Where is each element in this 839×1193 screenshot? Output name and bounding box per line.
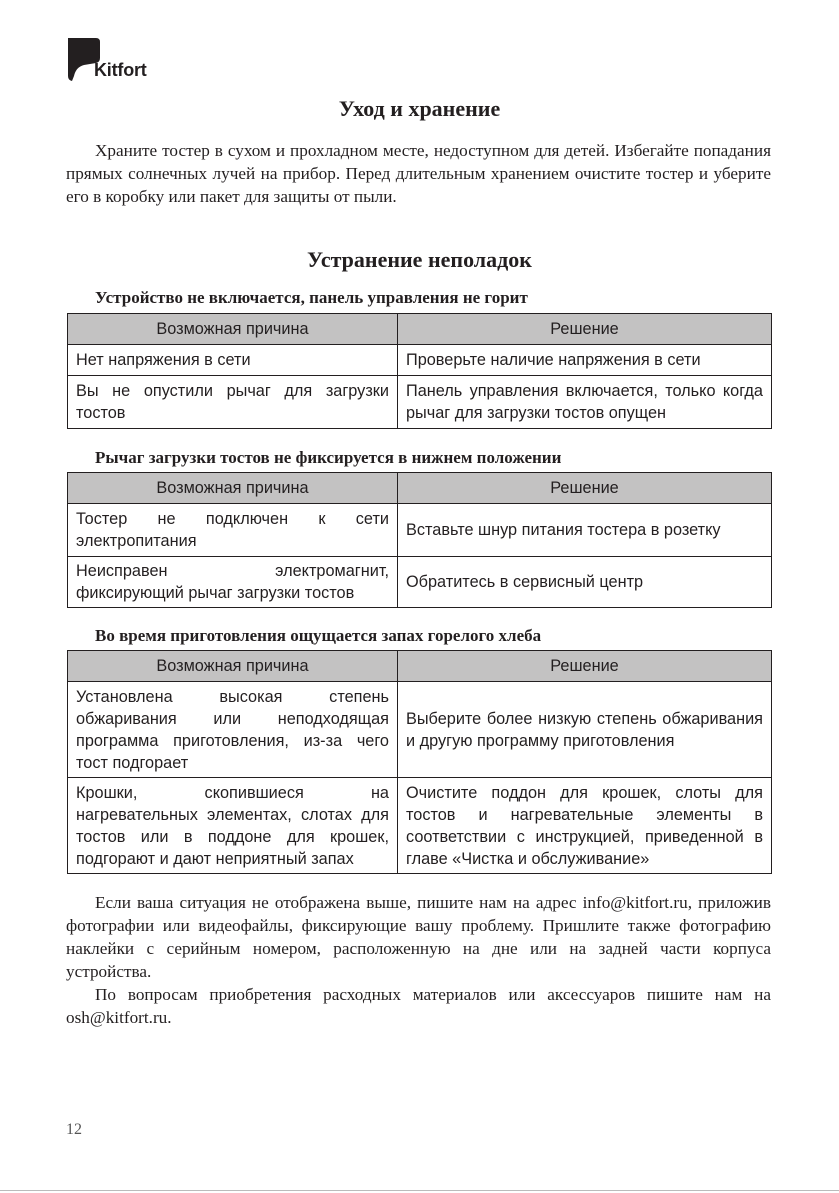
trouble-table-1 bbox=[67, 313, 772, 429]
section-heading-3: Во время приготовления ощущается запах горелого хлеба bbox=[95, 626, 542, 645]
table-header-row bbox=[68, 651, 772, 682]
cause-cell: Нет напряжения в сети bbox=[68, 345, 398, 376]
solution-cell: Панель управления включается, только когда рычаг для загрузки тостов опущен bbox=[398, 376, 772, 429]
column-header-solution: Решение bbox=[398, 651, 772, 682]
solution-cell: Обратитесь в сервисный центр bbox=[398, 557, 772, 608]
solution-cell: Выберите более низкую степень обжаривания и другую программу приготовления bbox=[398, 682, 772, 778]
solution-cell: Проверьте наличие напряжения в сети bbox=[398, 345, 772, 376]
table-row bbox=[68, 376, 772, 429]
table-row bbox=[68, 345, 772, 376]
cause-cell: Тостер не подключен к сети электропитания bbox=[68, 504, 398, 557]
solution-cell: Очистите поддон для крошек, слоты для тостов и нагревательные элементы в соответствии с инструкцией, приведенной в главе «Чистка и обслуживание» bbox=[398, 778, 772, 874]
accessories-paragraph: По вопросам приобретения расходных материалов или аксессуаров пишите нам на osh@kitfort.ru. bbox=[66, 985, 771, 1027]
page-number: 12 bbox=[66, 1121, 82, 1138]
solution-cell: Вставьте шнур питания тостера в розетку bbox=[398, 504, 772, 557]
section-heading-2: Рычаг загрузки тостов не фиксируется в нижнем положении bbox=[95, 448, 562, 467]
care-text: Храните тостер в сухом и прохладном месте, недоступном для детей. Избегайте попадания прямых солнечных лучей на прибор. Перед длительным хранением очистите тостер и уберите его в коробку или пакет для защиты от пыли. bbox=[66, 141, 771, 206]
column-header-solution: Решение bbox=[398, 473, 772, 504]
trouble-table-2 bbox=[67, 472, 772, 608]
table-row bbox=[68, 557, 772, 608]
page-edge-divider bbox=[0, 1190, 839, 1191]
column-header-cause: Возможная причина bbox=[68, 314, 398, 345]
care-title: Уход и хранение bbox=[338, 96, 501, 121]
cause-cell: Крошки, скопившиеся на нагревательных элементах, слотах для тостов или в поддоне для крошек, подгорают и дают неприятный запах bbox=[68, 778, 398, 874]
cause-cell: Вы не опустили рычаг для загрузки тостов bbox=[68, 376, 398, 429]
table-header-row bbox=[68, 473, 772, 504]
troubleshooting-title: Устранение неполадок bbox=[307, 247, 532, 272]
table-row bbox=[68, 682, 772, 778]
table-header-row bbox=[68, 314, 772, 345]
brand-name: Kitfort bbox=[94, 60, 147, 80]
contact-paragraph: Если ваша ситуация не отображена выше, пишите нам на адрес info@kitfort.ru, приложив фотографии или видеофайлы, фиксирующие вашу проблему. Пришлите также фотографию наклейки с серийным номером, расположенную на дне или на задней части корпуса устройства. bbox=[66, 893, 771, 981]
cause-cell: Неисправен электромагнит, фиксирующий рычаг загрузки тостов bbox=[68, 557, 398, 608]
column-header-cause: Возможная причина bbox=[68, 473, 398, 504]
cause-cell: Установлена высокая степень обжаривания или неподходящая программа приготовления, из-за чего тост подгорает bbox=[68, 682, 398, 778]
kitfort-logo bbox=[66, 36, 176, 86]
table-row bbox=[68, 778, 772, 874]
table-row bbox=[68, 504, 772, 557]
column-header-solution: Решение bbox=[398, 314, 772, 345]
trouble-table-3 bbox=[67, 650, 772, 874]
section-heading-1: Устройство не включается, панель управления не горит bbox=[95, 288, 528, 307]
column-header-cause: Возможная причина bbox=[68, 651, 398, 682]
